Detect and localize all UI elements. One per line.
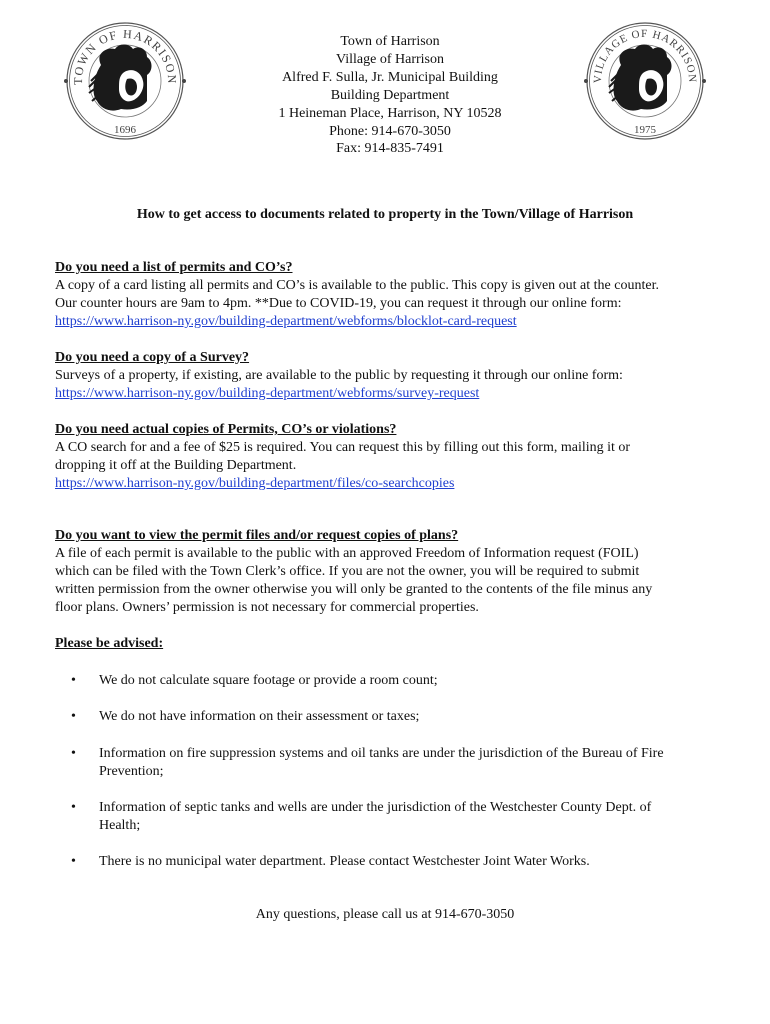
section-permit-files xyxy=(55,527,720,617)
list-item-text: There is no municipal water department. Please contact Westchester Joint Water Works. xyxy=(99,854,590,869)
letterhead xyxy=(190,33,590,158)
document-title: How to get access to documents related to property in the Town/Village of Harrison xyxy=(136,207,634,222)
section-text: which can be filed with the Town Clerk’s office. If you are not the owner, you will be required to submit xyxy=(55,563,640,579)
section-heading: Do you want to view the permit files and/or request copies of plans? xyxy=(55,528,459,543)
section-text: A file of each permit is available to the public with an approved Freedom of Information request (FOIL) xyxy=(55,545,639,561)
bullet-icon: • xyxy=(71,800,76,815)
list-item xyxy=(55,853,720,871)
list-item-text: Health; xyxy=(99,817,141,833)
bullet-icon: • xyxy=(71,746,76,761)
header-department: Building Department xyxy=(330,87,450,103)
list-item xyxy=(55,745,720,781)
section-co-copies xyxy=(55,421,720,493)
list-item-text: We do not have information on their assessment or taxes; xyxy=(99,709,420,724)
header-building: Alfred F. Sulla, Jr. Municipal Building xyxy=(282,69,498,85)
blocklot-request-link[interactable]: https://www.harrison-ny.gov/building-department/webforms/blocklot-card-request xyxy=(55,313,517,329)
contact-footer: Any questions, please call us at 914-670-3050 xyxy=(255,907,515,922)
section-text: written permission from the owner otherwise you will only be granted to the contents of the file minus any xyxy=(55,581,653,597)
header-address: 1 Heineman Place, Harrison, NY 10528 xyxy=(278,105,502,121)
header-fax: Fax: 914-835-7491 xyxy=(336,141,444,157)
section-text: Surveys of a property, if existing, are available to the public by requesting it through our online form: xyxy=(55,367,623,383)
section-text: A CO search for and a fee of $25 is required. You can request this by filling out this form, mailing it or xyxy=(55,439,631,455)
bullet-icon: • xyxy=(71,673,76,688)
list-item-text: Information on fire suppression systems and oil tanks are under the jurisdiction of the Bureau of Fire xyxy=(99,746,664,761)
section-permits-list xyxy=(55,259,720,331)
list-item xyxy=(55,672,720,690)
town-seal-logo xyxy=(64,20,186,142)
bullet-icon: • xyxy=(71,709,76,724)
co-search-copies-link[interactable]: https://www.harrison-ny.gov/building-department/files/co-searchcopies xyxy=(55,475,455,491)
header-town: Town of Harrison xyxy=(340,34,440,49)
section-text: floor plans. Owners’ permission is not necessary for commercial properties. xyxy=(55,599,479,615)
svg-text:1696: 1696 xyxy=(114,124,136,136)
list-item-text: Prevention; xyxy=(99,763,164,779)
header-phone: Phone: 914-670-3050 xyxy=(329,123,451,139)
bullet-icon: • xyxy=(71,854,76,869)
village-seal-logo xyxy=(584,20,706,142)
svg-text:1975: 1975 xyxy=(634,124,656,136)
section-heading: Do you need actual copies of Permits, CO’s or violations? xyxy=(55,422,397,437)
list-item xyxy=(55,799,720,835)
section-text: dropping it off at the Building Department. xyxy=(55,457,297,473)
list-item-text: We do not calculate square footage or provide a room count; xyxy=(99,673,438,688)
svg-text:VILLAGE OF HARRISON: VILLAGE OF HARRISON xyxy=(591,27,699,84)
section-heading: Do you need a copy of a Survey? xyxy=(55,350,250,365)
list-item xyxy=(55,708,720,726)
list-item-text: Information of septic tanks and wells are under the jurisdiction of the Westchester County Dept. of xyxy=(99,800,652,815)
section-text: A copy of a card listing all permits and CO’s is available to the public. This copy is given out at the counter. xyxy=(55,277,659,293)
advised-heading: Please be advised: xyxy=(55,636,164,651)
header-village: Village of Harrison xyxy=(335,51,444,67)
survey-request-link[interactable]: https://www.harrison-ny.gov/building-department/webforms/survey-request xyxy=(55,385,480,401)
section-heading: Do you need a list of permits and CO’s? xyxy=(55,260,293,275)
section-survey xyxy=(55,349,720,403)
advised-section xyxy=(55,635,720,653)
section-text: Our counter hours are 9am to 4pm. **Due to COVID-19, you can request it through our online form: xyxy=(55,295,622,311)
svg-text:TOWN OF HARRISON: TOWN OF HARRISON xyxy=(70,26,180,85)
